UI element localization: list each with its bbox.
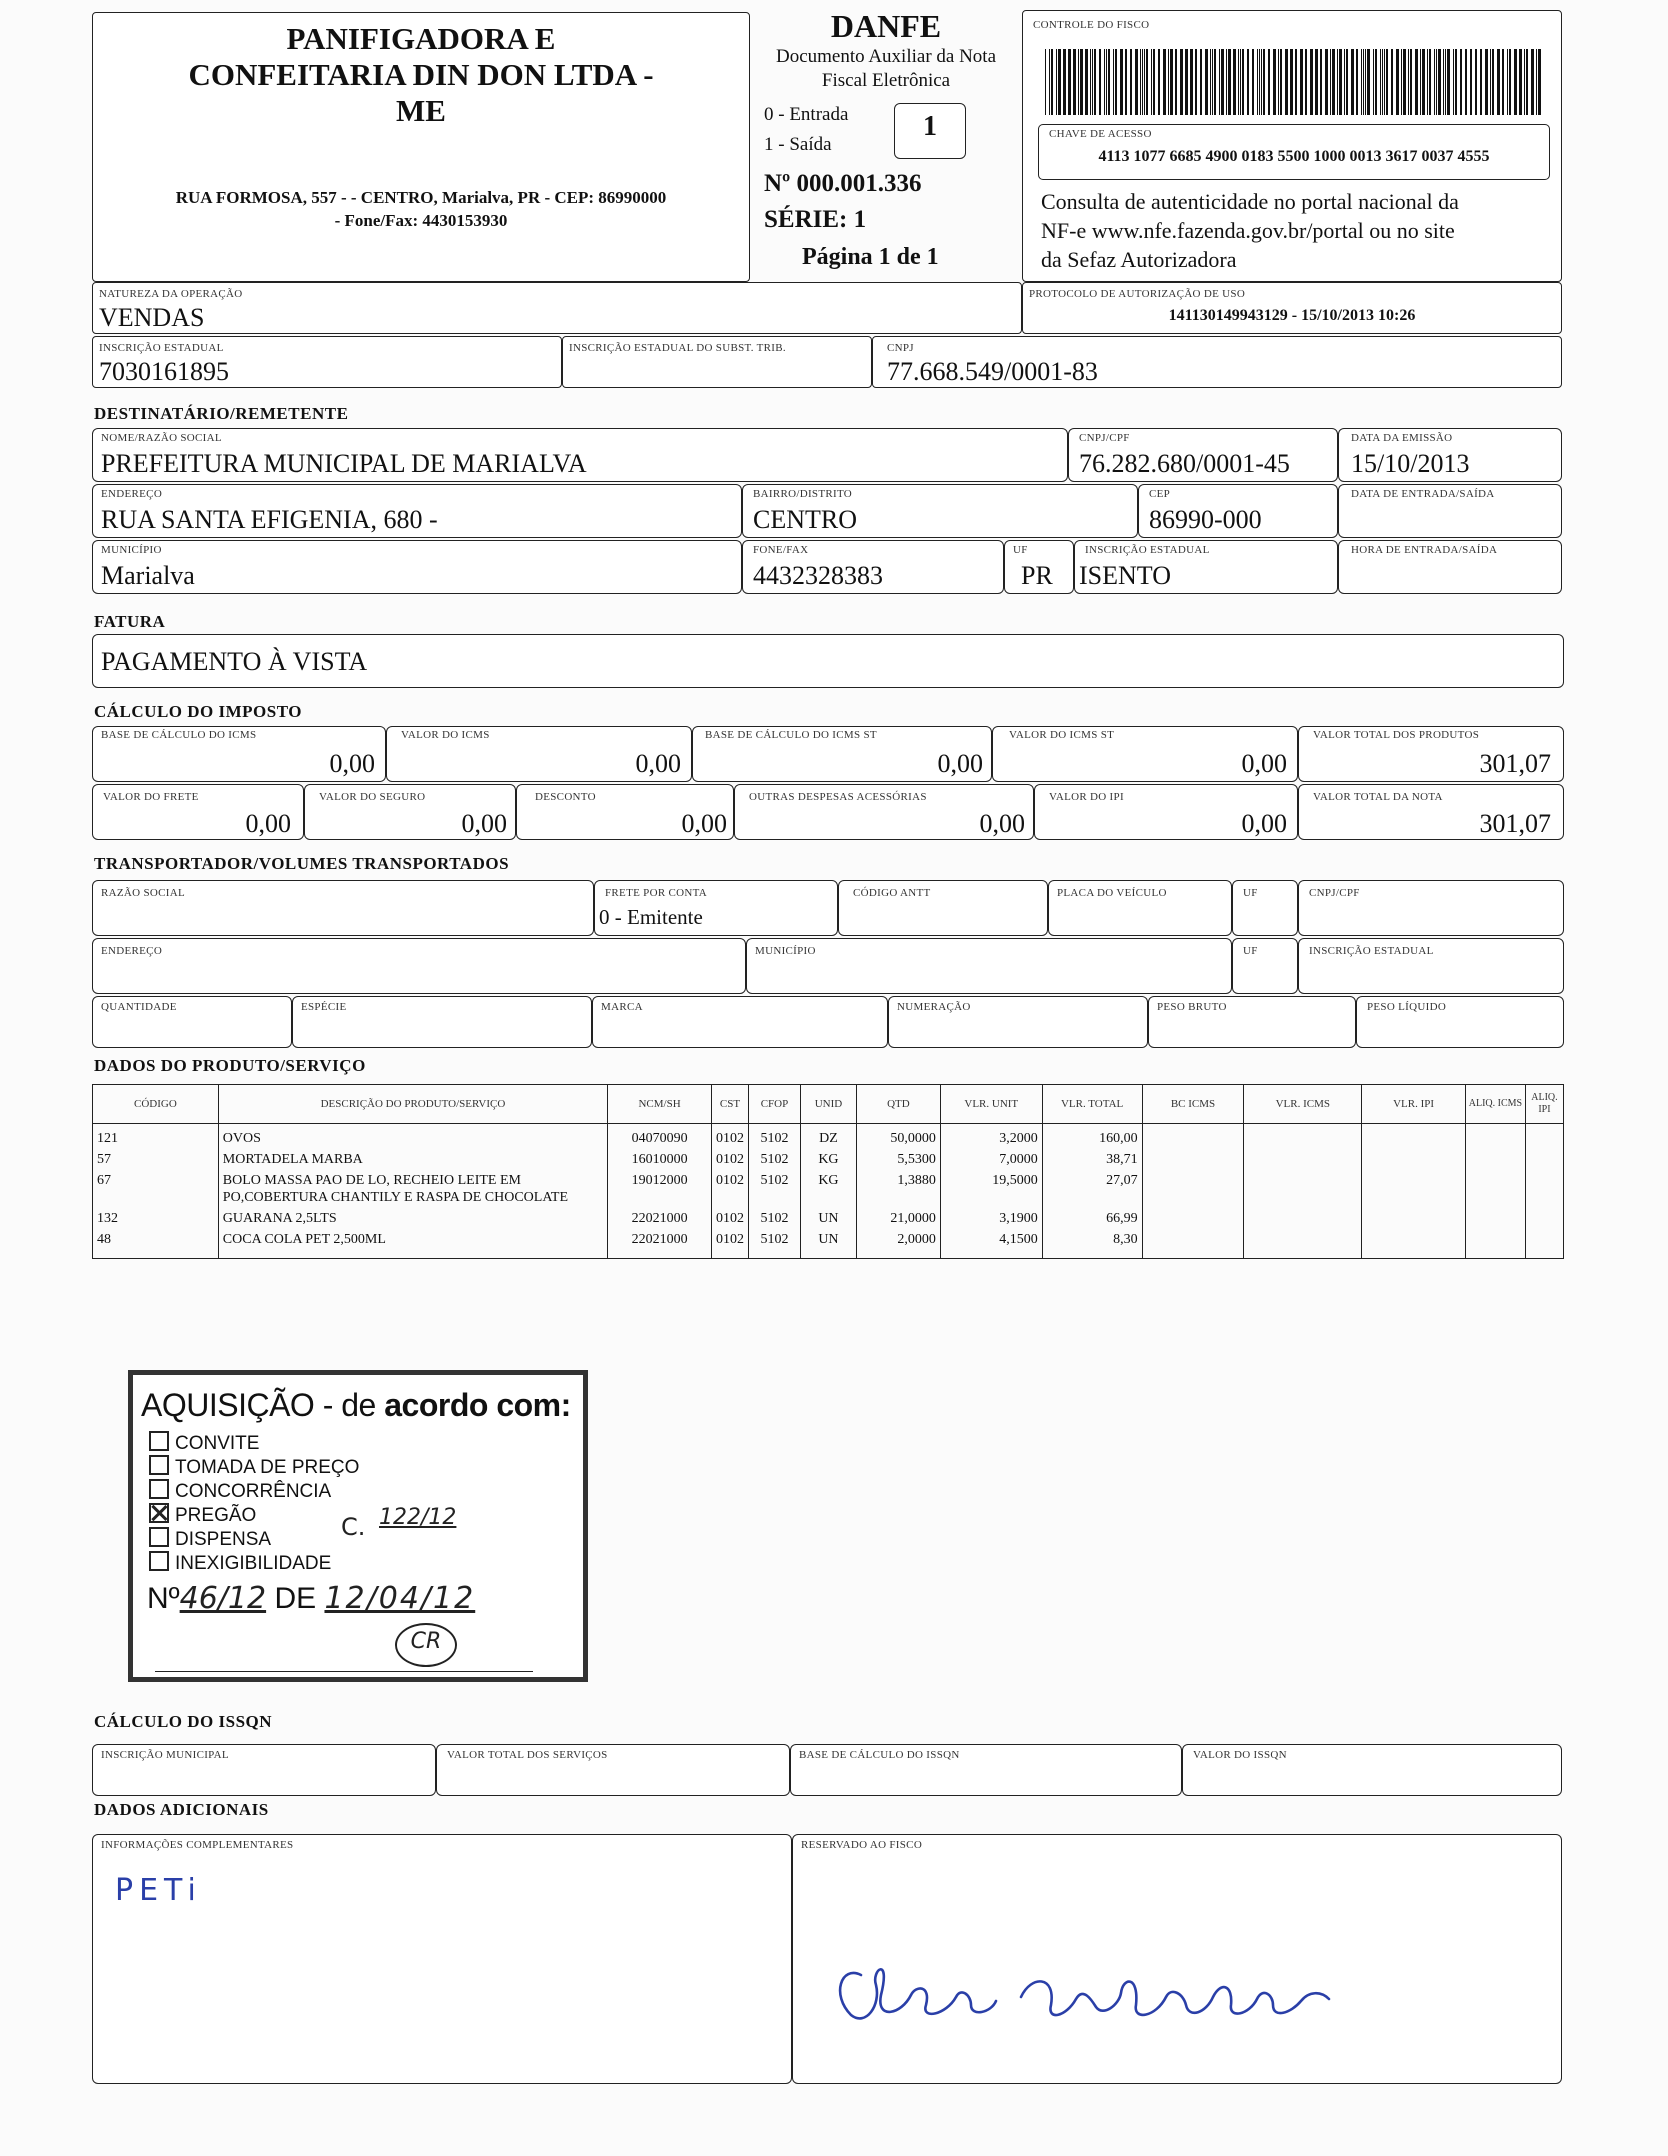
dest-uf-box (1004, 540, 1074, 594)
table-bottom-row (93, 1250, 1564, 1259)
transp-razao-label: RAZÃO SOCIAL (101, 887, 185, 899)
stamp-option-label: CONCORRÊNCIA (175, 1481, 332, 1502)
table-cell: 5102 (749, 1170, 801, 1208)
transp-qtd-box (92, 996, 292, 1048)
stamp-option-label: CONVITE (175, 1433, 260, 1454)
reservado-fisco-box (792, 1834, 1562, 2084)
info-handwritten: PETi (115, 1873, 202, 1908)
table-cell (1525, 1229, 1563, 1250)
adicionais-title: DADOS ADICIONAIS (94, 1800, 269, 1819)
table-cell (1244, 1229, 1362, 1250)
table-cell (1525, 1124, 1563, 1150)
stamp-number (147, 1581, 475, 1616)
stamp-option-label: INEXIGIBILIDADE (175, 1553, 332, 1574)
ie-st-box (562, 336, 872, 388)
stamp-option-label: PREGÃO (175, 1505, 257, 1526)
imposto-value: 0,00 (245, 809, 291, 838)
controle-fisco-label: CONTROLE DO FISCO (1033, 19, 1150, 31)
danfe-subtitle: Documento Auxiliar da Nota (775, 46, 997, 67)
transp-ie-box (1298, 938, 1564, 994)
stamp-no-label: Nº (147, 1582, 180, 1615)
danfe-tipo: 1 (923, 111, 937, 142)
dest-fone-label: FONE/FAX (753, 544, 809, 556)
table-cell: 38,71 (1042, 1149, 1142, 1170)
table-cell (1142, 1208, 1244, 1229)
table-cell: 57 (93, 1149, 219, 1170)
imposto-cell (692, 726, 992, 782)
acquisition-stamp (128, 1370, 588, 1682)
table-cell: OVOS (218, 1124, 607, 1150)
issqn-cell (790, 1744, 1182, 1796)
table-cell: UN (800, 1229, 856, 1250)
col-header: CST (712, 1085, 749, 1124)
dest-hora-box (1338, 540, 1562, 594)
info-complementares-box (92, 1834, 792, 2084)
table-cell (1465, 1229, 1525, 1250)
transp-uf2-label: UF (1243, 945, 1258, 957)
ie-box (92, 336, 562, 388)
table-row (93, 1170, 1564, 1208)
imposto-value: 0,00 (461, 809, 507, 838)
emitente-name-line: ME (396, 93, 446, 128)
table-cell (1362, 1229, 1466, 1250)
checkbox-icon (149, 1551, 169, 1571)
danfe-subtitle: Fiscal Eletrônica (821, 70, 951, 91)
danfe-pagina: Página 1 de 1 (802, 244, 939, 270)
table-cell: 67 (93, 1170, 219, 1208)
table-cell (1525, 1208, 1563, 1229)
imposto-label: VALOR DO FRETE (103, 791, 199, 803)
transp-uf2-box (1232, 938, 1298, 994)
destinatario-title: DESTINATÁRIO/REMETENTE (94, 404, 349, 423)
table-cell: 66,99 (1042, 1208, 1142, 1229)
col-header: ALIQ. ICMS (1465, 1085, 1525, 1124)
fatura-value: PAGAMENTO À VISTA (101, 647, 368, 676)
table-cell: COCA COLA PET 2,500ML (218, 1229, 607, 1250)
table-cell (1244, 1208, 1362, 1229)
table-cell (1525, 1170, 1563, 1208)
imposto-value: 0,00 (635, 749, 681, 778)
dest-uf-value: PR (1021, 561, 1053, 590)
table-cell: 19012000 (608, 1170, 712, 1208)
transp-placa-label: PLACA DO VEÍCULO (1057, 887, 1167, 899)
dest-nome-box (92, 428, 1068, 482)
produtos-title: DADOS DO PRODUTO/SERVIÇO (94, 1056, 366, 1075)
consulta-text (1041, 187, 1459, 274)
dest-emissao-label: DATA DA EMISSÃO (1351, 432, 1453, 444)
transp-marca-box (592, 996, 888, 1048)
transp-frete-label: FRETE POR CONTA (605, 887, 708, 899)
table-cell: 132 (93, 1208, 219, 1229)
stamp-c-value: 122/12 (379, 1505, 457, 1530)
table-cell (1244, 1149, 1362, 1170)
stamp-option (149, 1455, 359, 1479)
imposto-title: CÁLCULO DO IMPOSTO (94, 702, 302, 721)
imposto-value: 301,07 (1479, 749, 1551, 778)
table-cell: 121 (93, 1124, 219, 1150)
table-cell: 0102 (712, 1149, 749, 1170)
dest-cnpj-value: 76.282.680/0001-45 (1079, 449, 1290, 478)
info-complementares-label: INFORMAÇÕES COMPLEMENTARES (101, 1839, 294, 1851)
imposto-value: 0,00 (1241, 749, 1287, 778)
natureza-value: VENDAS (99, 303, 205, 332)
danfe-entrada: 0 - Entrada (764, 104, 849, 125)
col-header: NCM/SH (608, 1085, 712, 1124)
dest-entrada-box (1338, 484, 1562, 538)
imposto-cell (1298, 726, 1564, 782)
dest-entrada-label: DATA DE ENTRADA/SAÍDA (1351, 488, 1495, 500)
table-cell: 0102 (712, 1124, 749, 1150)
stamp-signature-line (155, 1671, 533, 1672)
table-cell: MORTADELA MARBA (218, 1149, 607, 1170)
imposto-label: VALOR TOTAL DA NOTA (1313, 791, 1443, 803)
transp-pesobruto-label: PESO BRUTO (1157, 1001, 1227, 1013)
chave-acesso-value: 4113 1077 6685 4900 0183 5500 1000 0013 3617 0037 4555 (1098, 148, 1490, 165)
stamp-option (149, 1527, 359, 1551)
table-row (93, 1229, 1564, 1250)
stamp-option (149, 1551, 359, 1575)
imposto-cell (386, 726, 692, 782)
transp-cnpj-box (1298, 880, 1564, 936)
transp-frete-value: 0 - Emitente (599, 905, 703, 929)
imposto-value: 0,00 (937, 749, 983, 778)
checkbox-icon (149, 1527, 169, 1547)
imposto-label: VALOR DO ICMS (401, 729, 490, 741)
transp-antt-label: CÓDIGO ANTT (853, 887, 931, 899)
stamp-de-label: DE (274, 1582, 317, 1615)
table-cell: 3,1900 (940, 1208, 1042, 1229)
table-cell: 8,30 (1042, 1229, 1142, 1250)
dest-nome-label: NOME/RAZÃO SOCIAL (101, 432, 222, 444)
dest-cep-box (1138, 484, 1338, 538)
ie-label: INSCRIÇÃO ESTADUAL (99, 342, 224, 354)
issqn-label: INSCRIÇÃO MUNICIPAL (101, 1749, 229, 1761)
checkbox-icon (149, 1479, 169, 1499)
transp-especie-label: ESPÉCIE (301, 1001, 347, 1013)
table-cell: 5102 (749, 1229, 801, 1250)
stamp-date-value: 12/04/12 (324, 1581, 476, 1616)
danfe-saida: 1 - Saída (764, 134, 832, 155)
dest-fone-box (742, 540, 1004, 594)
table-cell: 4,1500 (940, 1229, 1042, 1250)
table-cell: 22021000 (608, 1229, 712, 1250)
table-cell: 7,0000 (940, 1149, 1042, 1170)
table-cell: 1,3880 (856, 1170, 940, 1208)
imposto-label: OUTRAS DESPESAS ACESSÓRIAS (749, 791, 927, 803)
transp-numeracao-label: NUMERAÇÃO (897, 1001, 971, 1013)
issqn-title: CÁLCULO DO ISSQN (94, 1712, 273, 1731)
consulta-line: NF-e www.nfe.fazenda.gov.br/portal ou no site (1041, 218, 1455, 243)
fatura-box (92, 634, 1564, 688)
stamp-options (149, 1431, 359, 1575)
issqn-cell (436, 1744, 790, 1796)
issqn-label: VALOR TOTAL DOS SERVIÇOS (447, 1749, 608, 1761)
checkbox-icon (149, 1431, 169, 1451)
table-cell (1244, 1170, 1362, 1208)
table-cell (1362, 1149, 1466, 1170)
col-header: QTD (856, 1085, 940, 1124)
dest-endereco-box (92, 484, 742, 538)
imposto-value: 301,07 (1479, 809, 1551, 838)
imposto-cell (1034, 784, 1298, 840)
table-cell: UN (800, 1208, 856, 1229)
transp-marca-label: MARCA (601, 1001, 643, 1013)
col-header: VLR. TOTAL (1042, 1085, 1142, 1124)
dest-cep-value: 86990-000 (1149, 505, 1262, 534)
stamp-option (149, 1431, 359, 1455)
col-header: VLR. UNIT (940, 1085, 1042, 1124)
table-row (93, 1149, 1564, 1170)
imposto-label: VALOR DO SEGURO (319, 791, 426, 803)
danfe-numero: Nº 000.001.336 (764, 170, 922, 197)
transp-endereco-label: ENDEREÇO (101, 945, 163, 957)
table-cell (1465, 1170, 1525, 1208)
ie-st-label: INSCRIÇÃO ESTADUAL DO SUBST. TRIB. (569, 342, 786, 354)
stamp-option-label: TOMADA DE PREÇO (175, 1457, 360, 1478)
fatura-title: FATURA (94, 612, 166, 631)
table-cell: 04070090 (608, 1124, 712, 1150)
imposto-value: 0,00 (681, 809, 727, 838)
table-cell (1465, 1208, 1525, 1229)
imposto-label: VALOR TOTAL DOS PRODUTOS (1313, 729, 1480, 741)
dest-hora-label: HORA DE ENTRADA/SAÍDA (1351, 544, 1498, 556)
dest-bairro-box (742, 484, 1138, 538)
table-cell (1142, 1170, 1244, 1208)
table-cell: 27,07 (1042, 1170, 1142, 1208)
stamp-title-b: acordo com: (384, 1387, 571, 1423)
dest-bairro-value: CENTRO (753, 505, 857, 534)
consulta-line: da Sefaz Autorizadora (1041, 247, 1237, 272)
transp-uf-box (1232, 880, 1298, 936)
table-cell (1142, 1229, 1244, 1250)
col-header: VLR. IPI (1362, 1085, 1466, 1124)
chave-acesso-box (1038, 124, 1550, 180)
table-cell: 5102 (749, 1124, 801, 1150)
ie-value: 7030161895 (99, 357, 229, 386)
danfe-title: DANFE (830, 8, 942, 44)
col-header: CFOP (749, 1085, 801, 1124)
stamp-initials: CR (410, 1629, 442, 1654)
signature-text: Clelia Andrade (821, 1935, 828, 1936)
transp-pesoliquido-box (1356, 996, 1564, 1048)
table-cell: 21,0000 (856, 1208, 940, 1229)
stamp-no-value: 46/12 (179, 1581, 267, 1616)
produtos-table (92, 1084, 1564, 1259)
natureza-label: NATUREZA DA OPERAÇÃO (99, 288, 243, 300)
dest-municipio-value: Marialva (101, 561, 195, 590)
chave-acesso-label: CHAVE DE ACESSO (1049, 128, 1152, 140)
transp-pesoliquido-label: PESO LÍQUIDO (1367, 1001, 1447, 1013)
dest-endereco-label: ENDEREÇO (101, 488, 163, 500)
transp-endereco-box (92, 938, 746, 994)
reservado-fisco-label: RESERVADO AO FISCO (801, 1839, 923, 1851)
signature (821, 1935, 1341, 2045)
table-cell (1362, 1124, 1466, 1150)
table-cell: 19,5000 (940, 1170, 1042, 1208)
dest-nome-value: PREFEITURA MUNICIPAL DE MARIALVA (101, 449, 587, 478)
table-cell (1244, 1124, 1362, 1150)
barcode (1045, 49, 1541, 115)
imposto-cell (1298, 784, 1564, 840)
col-header: BC ICMS (1142, 1085, 1244, 1124)
table-cell: GUARANA 2,5LTS (218, 1208, 607, 1229)
imposto-cell (992, 726, 1298, 782)
transp-qtd-label: QUANTIDADE (101, 1001, 177, 1013)
emitente-name (93, 21, 749, 129)
imposto-value: 0,00 (979, 809, 1025, 838)
imposto-value: 0,00 (329, 749, 375, 778)
imposto-label: VALOR DO IPI (1049, 791, 1124, 803)
transp-cnpj-label: CNPJ/CPF (1309, 887, 1360, 899)
imposto-cell (92, 726, 386, 782)
transp-pesobruto-box (1148, 996, 1356, 1048)
imposto-cell (516, 784, 734, 840)
dest-ie-box (1074, 540, 1338, 594)
danfe-block (750, 8, 1022, 282)
transp-municipio-label: MUNICÍPIO (755, 945, 816, 957)
table-cell: 2,0000 (856, 1229, 940, 1250)
fisco-box (1022, 10, 1562, 282)
col-header: VLR. ICMS (1244, 1085, 1362, 1124)
table-row (93, 1124, 1564, 1150)
table-cell: 5,5300 (856, 1149, 940, 1170)
cnpj-label: CNPJ (887, 342, 914, 354)
emitente-name-line: CONFEITARIA DIN DON LTDA - (188, 57, 654, 92)
issqn-cell (1182, 1744, 1562, 1796)
imposto-label: VALOR DO ICMS ST (1009, 729, 1115, 741)
imposto-cell (734, 784, 1034, 840)
table-cell: 160,00 (1042, 1124, 1142, 1150)
checkbox-icon (149, 1455, 169, 1475)
dest-ie-label: INSCRIÇÃO ESTADUAL (1085, 544, 1210, 556)
imposto-cell (92, 784, 304, 840)
stamp-title (141, 1387, 571, 1424)
protocolo-value: 141130149943129 - 15/10/2013 10:26 (1168, 307, 1416, 324)
table-cell (1525, 1149, 1563, 1170)
emitente-phone: - Fone/Fax: 4430153930 (334, 211, 508, 230)
table-cell: 0102 (712, 1170, 749, 1208)
emitente-box (92, 12, 750, 282)
transp-placa-box (1048, 880, 1232, 936)
issqn-label: VALOR DO ISSQN (1193, 1749, 1287, 1761)
imposto-label: BASE DE CÁLCULO DO ICMS (101, 729, 257, 741)
col-header: DESCRIÇÃO DO PRODUTO/SERVIÇO (218, 1085, 607, 1124)
dest-fone-value: 4432328383 (753, 561, 883, 590)
transp-razao-box (92, 880, 594, 936)
cnpj-value: 77.668.549/0001-83 (887, 357, 1098, 386)
table-cell: 5102 (749, 1149, 801, 1170)
table-cell: DZ (800, 1124, 856, 1150)
dest-cnpj-box (1068, 428, 1338, 482)
dest-emissao-box (1338, 428, 1562, 482)
protocolo-label: PROTOCOLO DE AUTORIZAÇÃO DE USO (1029, 288, 1246, 300)
transp-municipio-box (746, 938, 1232, 994)
stamp-title-a: AQUISIÇÃO - de (141, 1387, 385, 1423)
issqn-label: BASE DE CÁLCULO DO ISSQN (799, 1749, 960, 1761)
transp-especie-box (292, 996, 592, 1048)
transp-frete-box (594, 880, 838, 936)
stamp-option (149, 1503, 359, 1527)
col-header: ALIQ. IPI (1525, 1085, 1563, 1124)
col-header: UNID (800, 1085, 856, 1124)
stamp-option-label: DISPENSA (175, 1529, 272, 1550)
table-cell: 50,0000 (856, 1124, 940, 1150)
table-cell: 3,2000 (940, 1124, 1042, 1150)
protocolo-box (1022, 282, 1562, 334)
dest-cnpj-label: CNPJ/CPF (1079, 432, 1130, 444)
table-cell (1142, 1149, 1244, 1170)
dest-municipio-box (92, 540, 742, 594)
table-cell: 16010000 (608, 1149, 712, 1170)
dest-uf-label: UF (1013, 544, 1028, 556)
transp-antt-box (838, 880, 1048, 936)
table-cell (1362, 1208, 1466, 1229)
table-cell: 5102 (749, 1208, 801, 1229)
table-cell (1465, 1149, 1525, 1170)
imposto-label: DESCONTO (535, 791, 596, 803)
natureza-box (92, 282, 1022, 334)
imposto-value: 0,00 (1241, 809, 1287, 838)
table-cell: 48 (93, 1229, 219, 1250)
dest-municipio-label: MUNICÍPIO (101, 544, 162, 556)
cnpj-box (872, 336, 1562, 388)
transp-numeracao-box (888, 996, 1148, 1048)
emitente-address: RUA FORMOSA, 557 - - CENTRO, Marialva, PR - CEP: 86990000 (175, 188, 667, 207)
table-cell: 22021000 (608, 1208, 712, 1229)
table-cell (1142, 1124, 1244, 1150)
table-cell: KG (800, 1149, 856, 1170)
dest-endereco-value: RUA SANTA EFIGENIA, 680 - (101, 505, 438, 534)
table-cell: 0102 (712, 1208, 749, 1229)
table-cell (1362, 1170, 1466, 1208)
stamp-c-label: C. (341, 1513, 366, 1541)
col-header: CÓDIGO (93, 1085, 219, 1124)
table-cell (1465, 1124, 1525, 1150)
dest-cep-label: CEP (1149, 488, 1171, 500)
emitente-name-line: PANIFIGADORA E (286, 21, 556, 56)
dest-emissao-value: 15/10/2013 (1351, 449, 1470, 478)
transportador-title: TRANSPORTADOR/VOLUMES TRANSPORTADOS (94, 854, 510, 873)
danfe-serie: SÉRIE: 1 (764, 206, 867, 233)
produtos-header-row (93, 1085, 1564, 1124)
transp-ie-label: INSCRIÇÃO ESTADUAL (1309, 945, 1434, 957)
dest-bairro-label: BAIRRO/DISTRITO (753, 488, 853, 500)
table-row (93, 1208, 1564, 1229)
checked-box-icon (149, 1503, 169, 1523)
dest-ie-value: ISENTO (1079, 561, 1171, 590)
table-cell: BOLO MASSA PAO DE LO, RECHEIO LEITE EM PO,COBERTURA CHANTILY E RASPA DE CHOCOLATE (218, 1170, 607, 1208)
stamp-option (149, 1479, 359, 1503)
imposto-cell (304, 784, 516, 840)
consulta-line: Consulta de autenticidade no portal nacional da (1041, 189, 1459, 214)
imposto-label: BASE DE CÁLCULO DO ICMS ST (705, 729, 877, 741)
table-cell: KG (800, 1170, 856, 1208)
table-cell: 0102 (712, 1229, 749, 1250)
issqn-cell (92, 1744, 436, 1796)
transp-uf-label: UF (1243, 887, 1258, 899)
